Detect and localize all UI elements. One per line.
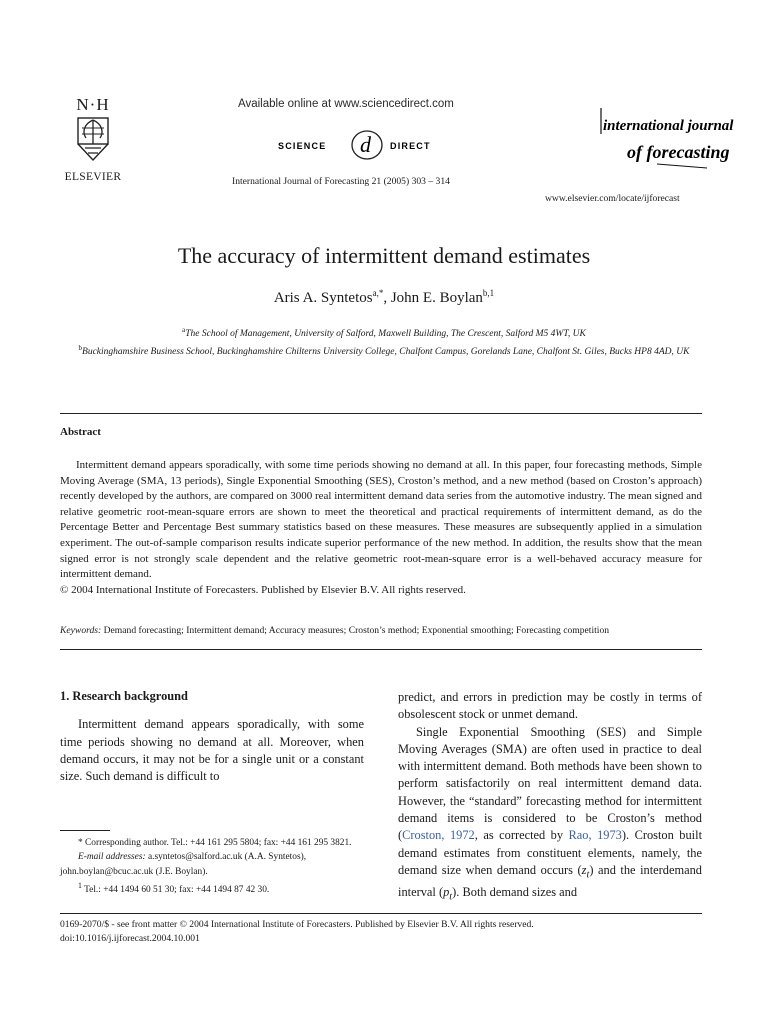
sciencedirect-logo: [266, 124, 466, 166]
affiliation-b: [52, 341, 716, 359]
author-name: Aris A. Syntetos: [273, 290, 373, 306]
footnote-divider: [60, 830, 110, 831]
abstract-body: [60, 458, 702, 598]
text-run: ). Both demand sizes and: [452, 884, 578, 899]
affiliation-text: The School of Management, University of Salford, Maxwell Building, The Crescent, Salford M5 4WT, UK: [185, 329, 586, 340]
left-column: [60, 688, 364, 785]
author-marks: a,*: [372, 288, 384, 298]
author-name: John E. Boylan: [390, 290, 483, 306]
footnote-1: [60, 879, 364, 897]
publisher-name: ELSEVIER: [64, 171, 122, 183]
keywords-label: Keywords:: [60, 625, 102, 636]
math-var: p: [443, 884, 450, 899]
journal-logo-line2: of forecasting: [627, 142, 730, 162]
affiliation-mark: a: [182, 326, 186, 334]
text-run: ) and the interdemand interval (: [398, 862, 702, 899]
paper-title: The accuracy of intermittent demand estimates: [177, 243, 591, 268]
section-heading: 1. Research background: [60, 689, 188, 703]
sd-right-text: DIRECT: [390, 141, 431, 151]
footnote-mark: 1: [78, 880, 82, 890]
sd-symbol: d: [360, 132, 371, 157]
paragraph: predict, and errors in prediction may be costly in terms of obsolescent stock or unmet demand.: [398, 690, 702, 722]
math-var: t: [449, 891, 453, 903]
tree-emblem-icon: [70, 114, 116, 164]
paragraph: Intermittent demand appears sporadically, with some time periods showing no demand at all. Moreover, when demand occurs, it may not be for a single unit or a constant size. Such demand is difficult to: [60, 717, 364, 784]
footnote-email: [60, 850, 364, 879]
citation-link[interactable]: Croston, 1972: [402, 828, 475, 843]
journal-logo: [595, 106, 734, 176]
divider: [60, 413, 702, 414]
divider: [60, 913, 702, 914]
sd-left-text: SCIENCE: [278, 141, 327, 151]
author-separator: ,: [383, 290, 391, 306]
publisher-logo: [58, 96, 128, 183]
right-column: [398, 689, 702, 906]
text-run: ). Croston built demand estimates from constituent elements, namely, the demand size when demand occurs (: [398, 828, 703, 877]
available-online-banner: Available online at www.sciencedirect.com: [238, 98, 454, 110]
abstract-text: Intermittent demand appears sporadically, with some time periods showing no demand at all. In this paper, four forecasting methods, Simple Moving Average (SMA, 13 periods), Single Exponential Smoothing (SES), Croston’s method, and a new method (based on Croston’s approach) recently developed by the authors, are compared on 3000 real intermittent demand data series from the automotive industry. The mean signed and relative geometric root-mean-square errors are shown to meet the theoretical and practical requirements of intermittent demand, as do the Percentage Better and Percentage Best summary statistics based on these measures. These measures are subsequently applied in a simulation experiment. The out-of-sample comparison results indicate superior performance of the new method. In addition, the results show that the mean signed error is not strongly scale dependent and the relative geometric root-mean-square error is a well-behaved accuracy measure for intermittent demand.: [60, 459, 702, 581]
math-var: t: [586, 869, 590, 881]
affiliation-mark: b: [78, 344, 83, 353]
issn-line: 0169-2070/$ - see front matter © 2004 International Institute of Forecasters. Published by Elsevier B.V. All rights reserved.: [60, 919, 534, 930]
text-run: , as corrected by: [474, 828, 569, 843]
doi-line: doi:10.1016/j.ijforecast.2004.10.001: [60, 933, 200, 944]
footnotes: [60, 836, 364, 897]
text-run: Single Exponential Smoothing (SES) and Simple Moving Averages (SMA) are often used in practice to deal with intermittent demand. Both methods have been shown to perform satisfactorily on real intermittent demand data. However, the “standard” forecasting method for intermittent demand items is considered to be Croston’s method (: [398, 724, 702, 843]
math-var: z: [581, 862, 587, 877]
citation-link[interactable]: Rao, 1973: [568, 828, 622, 843]
journal-logo-line1: international journal: [603, 118, 734, 134]
journal-url-link[interactable]: www.elsevier.com/locate/ijforecast: [545, 193, 680, 204]
footnote-text: Tel.: +44 1494 60 51 30; fax: +44 1494 87 42 30.: [81, 885, 270, 896]
affiliation-text: Buckinghamshire Business School, Buckinghamshire Chilterns University College, Chalfont Campus, Gorelands Lane, Chalfont St. Giles, Bucks HP8 4AD, UK: [82, 347, 690, 358]
keywords: [60, 625, 720, 636]
abstract-copyright: © 2004 International Institute of Forecasters. Published by Elsevier B.V. All rights reserved.: [60, 583, 466, 596]
paragraph: [398, 724, 702, 906]
affiliation-a: [52, 323, 716, 341]
author-list: [0, 288, 768, 307]
journal-citation: International Journal of Forecasting 21 (2005) 303 – 314: [232, 176, 450, 187]
author-marks: b,1: [482, 288, 495, 298]
front-matter: [60, 918, 534, 946]
affiliations: [52, 323, 716, 359]
abstract-heading: Abstract: [60, 426, 101, 438]
email-label: E-mail addresses:: [78, 852, 146, 863]
publisher-mark: N·H: [76, 95, 110, 114]
divider: [60, 649, 702, 650]
email-text: a.syntetos@salford.ac.uk (A.A. Syntetos), john.boylan@bcuc.ac.uk (J.E. Boylan).: [60, 852, 307, 877]
footnote-corresponding: * Corresponding author. Tel.: +44 161 295 5804; fax: +44 161 295 3821.: [78, 838, 352, 848]
keywords-list: Demand forecasting; Intermittent demand; Accuracy measures; Croston’s method; Exponential smoothing; Forecasting competition: [103, 625, 610, 636]
